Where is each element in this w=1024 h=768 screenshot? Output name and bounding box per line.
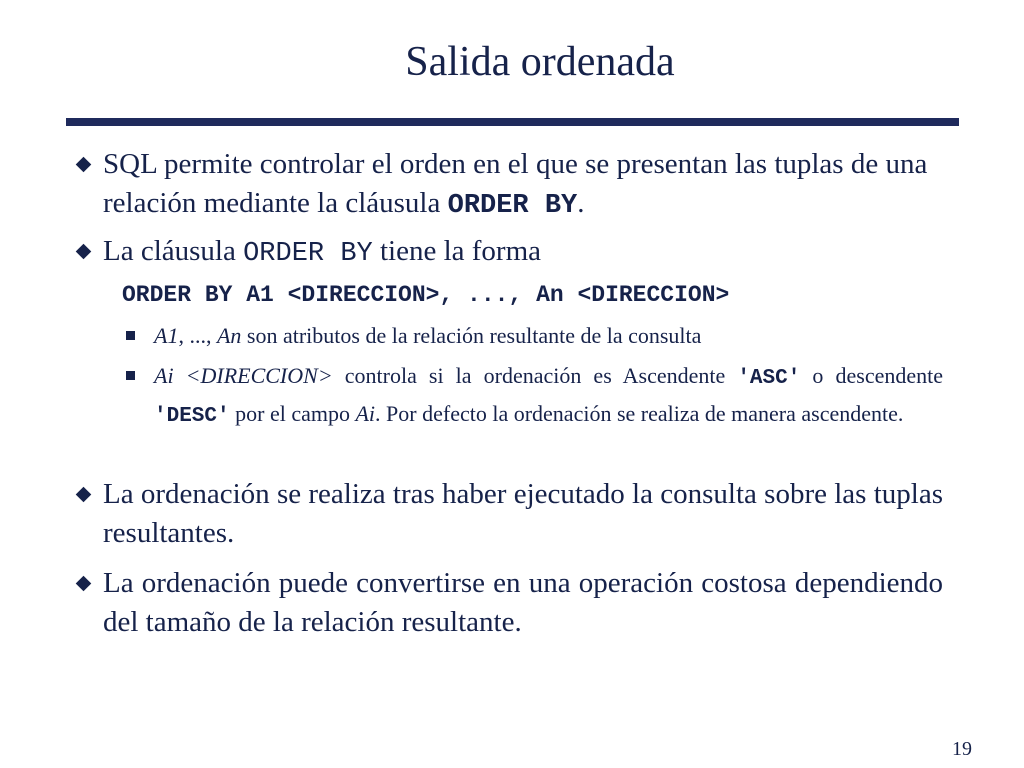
sub-bullet-text: . Por defecto la ordenación se realiza de manera ascendente.: [375, 401, 904, 426]
bullet-text: SQL permite controlar el orden en el que se presentan las tuplas de una relación mediante la cláusula: [103, 148, 928, 219]
order-by-keyword: ORDER BY: [447, 191, 578, 221]
attr-an: An: [216, 323, 242, 348]
asc-keyword: 'ASC': [737, 367, 801, 390]
bullet-clause-form: [103, 232, 943, 274]
attr-ai: Ai: [355, 401, 376, 426]
diamond-bullet-icon: [76, 487, 92, 503]
title-divider: [66, 118, 959, 126]
bullet-text: La cláusula: [103, 235, 244, 267]
separator: , ...,: [178, 323, 217, 348]
bullet-text: La ordenación puede convertirse en una operación costosa dependiendo del tamaño de la relación resultante.: [103, 567, 943, 638]
page-number: 19: [952, 738, 972, 760]
sub-bullet-text: por el campo: [229, 401, 356, 426]
bullet-text-end: tiene la forma: [372, 235, 542, 267]
sub-bullet-text: son atributos de la relación resultante de la consulta: [241, 323, 702, 348]
sub-bullet-direction: [154, 358, 943, 434]
bullet-order-timing: [103, 475, 943, 553]
sub-bullet-text: o descendente: [800, 363, 943, 388]
square-bullet-icon: [126, 371, 135, 380]
bullet-order-cost: [103, 564, 943, 642]
sub-bullet-attributes: [154, 318, 943, 353]
diamond-bullet-icon: [76, 576, 92, 592]
attr-ai: Ai: [154, 363, 174, 388]
diamond-bullet-icon: [76, 157, 92, 173]
desc-keyword: 'DESC': [154, 405, 230, 428]
bullet-order-by-intro: [103, 145, 943, 226]
diamond-bullet-icon: [76, 244, 92, 260]
square-bullet-icon: [126, 331, 135, 340]
bullet-text-end: .: [577, 187, 585, 219]
slide-title: Salida ordenada: [405, 39, 675, 85]
order-by-syntax: ORDER BY A1 <DIRECCION>, ..., An <DIRECCION>: [122, 282, 730, 308]
attr-a1: A1: [154, 323, 179, 348]
order-by-keyword: ORDER BY: [243, 239, 373, 269]
direction-placeholder: <DIRECCION>: [173, 363, 333, 388]
sub-bullet-text: controla si la ordenación es Ascendente: [332, 363, 738, 388]
bullet-text: La ordenación se realiza tras haber ejecutado la consulta sobre las tuplas resultantes.: [103, 478, 943, 549]
